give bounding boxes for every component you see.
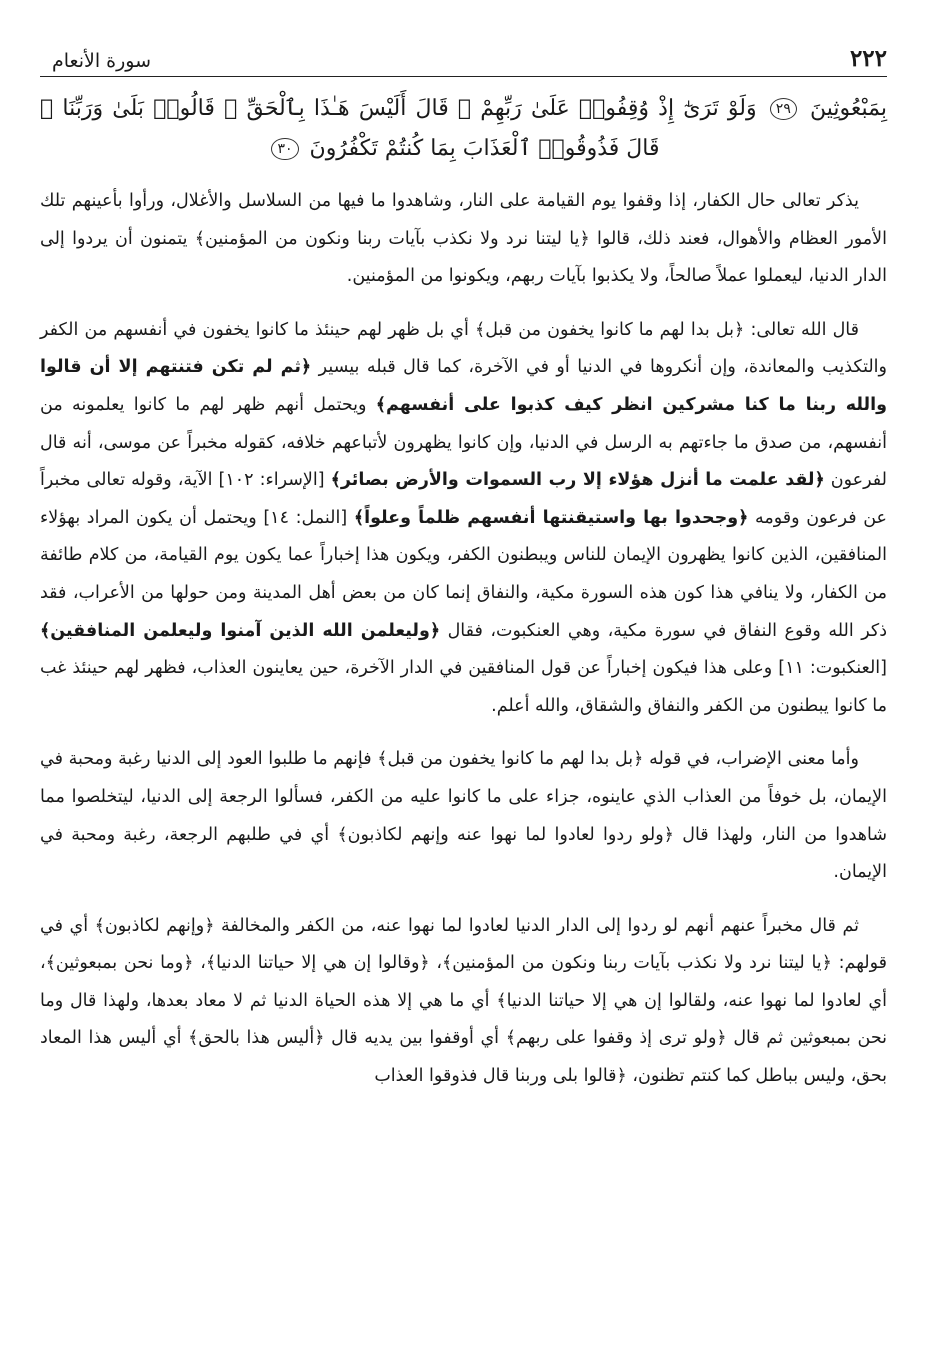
quran-verses bbox=[40, 89, 887, 169]
quoted-verse: ﴿وليعلمن الله الذين آمنوا وليعلمن المنافقين﴾ bbox=[40, 620, 441, 641]
running-header bbox=[40, 38, 887, 77]
tafsir-commentary bbox=[40, 183, 887, 1096]
commentary-text: [النمل: ١٤] ويحتمل أن يكون المراد بهؤلاء المنافقين، الذين كانوا يظهرون الإيمان للناس ويبطنون الكفر، ويكون هذا إخباراً عما يكون يوم القيامة، من كلام طائفة من الكفار، ولا ينافي هذا كون هذه السورة مكية، والنفاق إنما كان من بعض أهل المدينة ومن حولها من الأعراب، فقد ذكر الله وقوع النفاق في سورة مكية، وهي العنكبوت، فقال bbox=[40, 507, 887, 641]
commentary-text: ويحتمل أنهم ظهر لهم ما كانوا يعلمونه من أنفسهم، من صدق ما جاءتهم به الرسل في الدنيا، وإن كانوا يظهرون لأتباعهم خلافه، كقوله مخبراً عن موسى، أنه قال لفرعون bbox=[40, 394, 887, 491]
ayah-number-marker: ٢٩ bbox=[770, 98, 797, 120]
commentary-paragraph: وأما معنى الإضراب، في قوله ﴿بل بدا لهم ما كانوا يخفون من قبل﴾ فإنهم ما طلبوا العود إلى الدنيا رغبة ومحبة في الإيمان، بل خوفاً من العذاب الذي عاينوه، جزاء على ما كانوا عليه من الكفر، فسألوا الرجعة إلى الدنيا، ليتخلصوا مما شاهدوا من النار، ولهذا قال ﴿ولو ردوا لعادوا لما نهوا عنه وإنهم لكاذبون﴾ أي في طلبهم الرجعة، رغبة ومحبة في الإيمان. bbox=[40, 749, 887, 883]
commentary-text: [العنكبوت: ١١] وعلى هذا فيكون إخباراً عن قول المنافقين في الدار الآخرة، حين يعاينون العذاب، فظهر لهم حينئذ غب ما كانوا يبطنون من الكفر والنفاق والشقاق، والله أعلم. bbox=[40, 658, 887, 716]
ayah-number-marker: ٣٠ bbox=[271, 138, 298, 160]
quoted-verse: ﴿لقد علمت ما أنزل هؤلاء إلا رب السموات والأرض بصائر﴾ bbox=[330, 470, 825, 491]
commentary-paragraph: ثم قال مخبراً عنهم أنهم لو ردوا إلى الدار الدنيا لعادوا لما نهوا عنه، من الكفر والمخالفة ﴿وإنهم لكاذبون﴾ أي في قولهم: ﴿يا ليتنا نرد ولا نكذب بآيات ربنا ونكون من المؤمنين﴾، ﴿وقالوا إن هي إلا حياتنا الدنيا﴾، ﴿وما نحن بمبعوثين﴾، أي لعادوا لما نهوا عنه، ولقالوا إن هي إلا حياتنا الدنيا﴾ أي ما هي إلا هذه الحياة الدنيا ثم لا معاد بعدها، ولهذا قال وما نحن بمبعوثين ثم قال ﴿ولو ترى إذ وقفوا على ربهم﴾ أي أوقفوا بين يديه قال ﴿أليس هذا بالحق﴾ أي أليس هذا المعاد بحق، وليس بباطل كما كنتم تظنون، ﴿قالوا بلى وربنا قال فذوقوا العذاب bbox=[40, 915, 887, 1087]
verse-text: بِمَبْعُوثِينَ bbox=[810, 96, 887, 121]
verse-text: وَلَوْ تَرَىٰٓ إِذْ وُقِفُوا۟ عَلَىٰ رَبِّهِمْ ۚ قَالَ أَلَيْسَ هَـٰذَا بِٱلْحَقِّ ۚ قَالُوا۟ بَلَىٰ وَرَبِّنَا ۚ قَالَ فَذُوقُوا۟ ٱلْعَذَابَ بِمَا كُنتُمْ تَكْفُرُونَ bbox=[40, 96, 757, 161]
page-number: ٢٢٢ bbox=[849, 45, 887, 72]
commentary-paragraph bbox=[40, 312, 887, 726]
commentary-text: [الإسراء: ١٠٢] الآية، وقوله تعالى مخبراً عن فرعون وقومه bbox=[40, 470, 887, 528]
page-body bbox=[40, 38, 887, 1112]
commentary-paragraph: يذكر تعالى حال الكفار، إذا وقفوا يوم القيامة على النار، وشاهدوا ما فيها من السلاسل والأغلال، ورأوا بأعينهم تلك الأمور العظام والأهوال، فعند ذلك، قالوا ﴿يا ليتنا نرد ولا نكذب بآيات ربنا ونكون من المؤمنين﴾ يتمنون أن يردوا إلى الدار الدنيا، ليعملوا عملاً صالحاً، ولا يكذبوا بآيات ربهم، ويكونوا من المؤمنين. bbox=[40, 191, 887, 287]
commentary-text: قال الله تعالى: ﴿بل بدا لهم ما كانوا يخفون من قبل﴾ أي بل ظهر لهم حينئذ ما كانوا يخفون في أنفسهم من الكفر والتكذيب والمعاندة، وإن أنكروها في الدنيا أو في الآخرة، كما قال قبله بيسير bbox=[40, 319, 887, 378]
quoted-verse: ﴿ثم لم تكن فتنتهم إلا أن قالوا والله ربنا ما كنا مشركين انظر كيف كذبوا على أنفسهم﴾ bbox=[40, 357, 887, 415]
surah-title: سورة الأنعام bbox=[52, 50, 152, 72]
quoted-verse: ﴿وجحدوا بها واستيقنتها أنفسهم ظلماً وعلواً﴾ bbox=[353, 507, 749, 528]
